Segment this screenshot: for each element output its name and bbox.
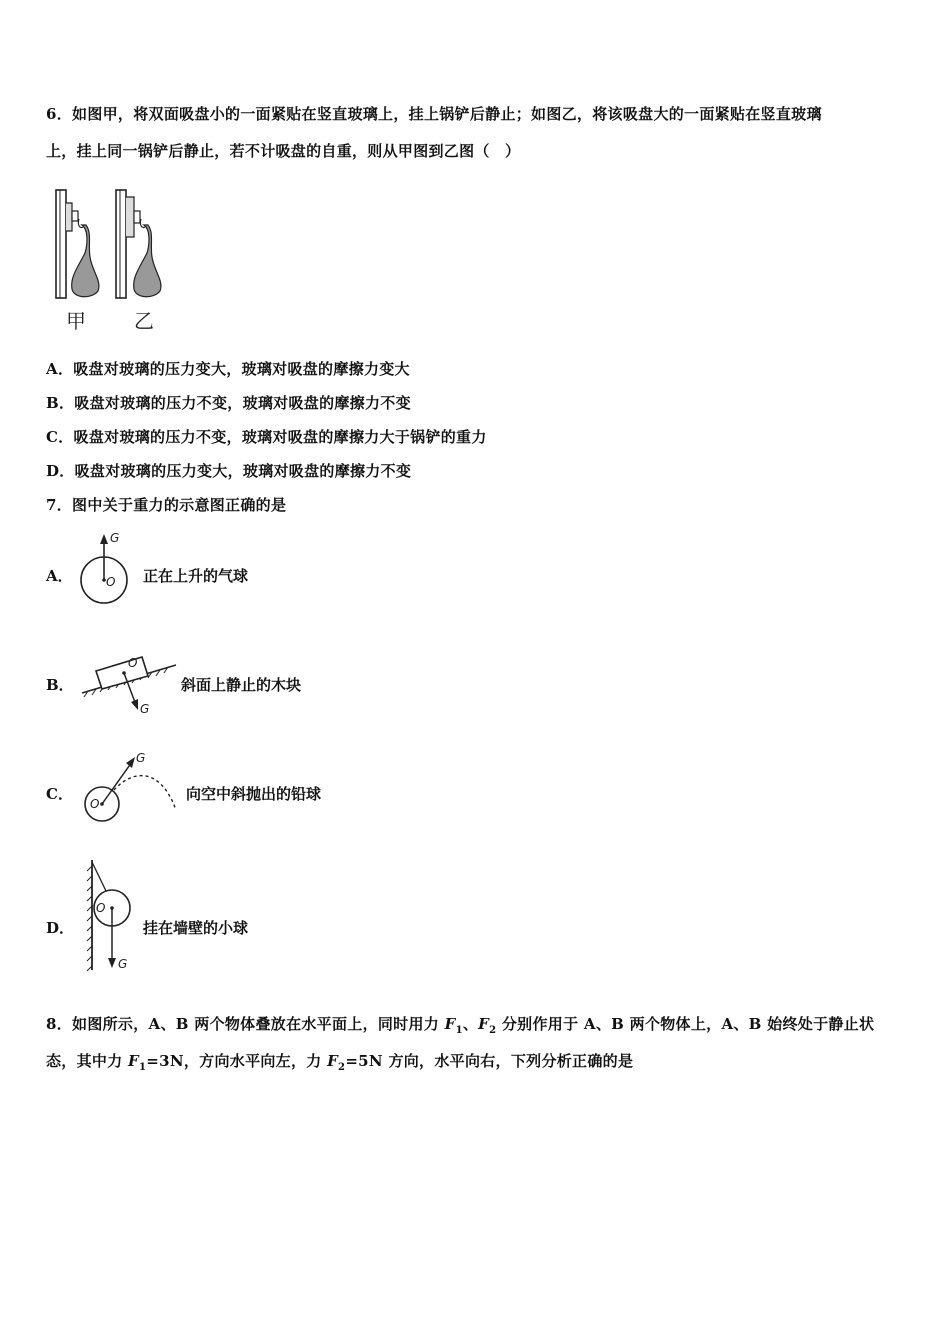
q7-option-b-text: 斜面上静止的木块 [181, 676, 302, 694]
svg-text:O: O [128, 656, 138, 670]
svg-text:O: O [106, 575, 116, 589]
svg-text:G: G [118, 957, 128, 971]
q7-option-a-text: 正在上升的气球 [143, 567, 249, 585]
q8-stem-line1: 8．如图所示，A、B 两个物体叠放在水平面上，同时用力 $F_1$、$F_2$ 分别作用于 A、B 两个物体上，A、B 始终处于静止状 [46, 1015, 875, 1036]
q7-figure-d-hanging-ball [82, 856, 142, 976]
q6-option-d: D．吸盘对玻璃的压力变大，玻璃对吸盘的摩擦力不变 [46, 462, 412, 480]
q7-option-a-label: A． [46, 567, 73, 585]
svg-text:G: G [110, 531, 120, 545]
q7-option-c-label: C． [46, 785, 73, 803]
q7-figure-c-shot-put [80, 748, 180, 828]
q6-stem-line1: 6．如图甲，将双面吸盘小的一面紧贴在竖直玻璃上，挂上锅铲后静止；如图乙，将该吸盘大的一面紧贴在竖直玻璃 [46, 105, 822, 123]
q7-figure-b-block-on-incline [78, 643, 178, 717]
svg-text:O: O [90, 797, 100, 811]
q7-option-b-label: B． [46, 676, 74, 694]
q6-stem-line2: 上，挂上同一锅铲后静止，若不计吸盘的自重，则从甲图到乙图（ ） [46, 142, 521, 160]
q7-option-c-text: 向空中斜抛出的铅球 [186, 785, 322, 803]
q6-option-a: A．吸盘对玻璃的压力变大，玻璃对吸盘的摩擦力变大 [46, 360, 410, 378]
q7-option-d-label: D． [46, 919, 75, 937]
q7-figure-a-balloon [76, 528, 136, 610]
q6-option-c: C．吸盘对玻璃的压力不变，玻璃对吸盘的摩擦力大于锅铲的重力 [46, 428, 487, 446]
q7-option-d-text: 挂在墙壁的小球 [143, 919, 249, 937]
svg-text:G: G [136, 751, 146, 765]
q8-stem-line2: 态，其中力 $F_1=3N$，方向水平向左，力 $F_2=5N$ 方向，水平向右，下列分析正确的是 [46, 1052, 634, 1073]
q6-fig-label-yi: 乙 [134, 309, 154, 333]
q6-fig-label-jia: 甲 [66, 309, 86, 333]
q6-option-b: B．吸盘对玻璃的压力不变，玻璃对吸盘的摩擦力不变 [46, 394, 411, 412]
svg-text:O: O [96, 901, 106, 915]
q7-stem: 7．图中关于重力的示意图正确的是 [46, 496, 287, 514]
svg-text:G: G [140, 702, 150, 716]
q6-figure-suction-cups [48, 185, 178, 335]
